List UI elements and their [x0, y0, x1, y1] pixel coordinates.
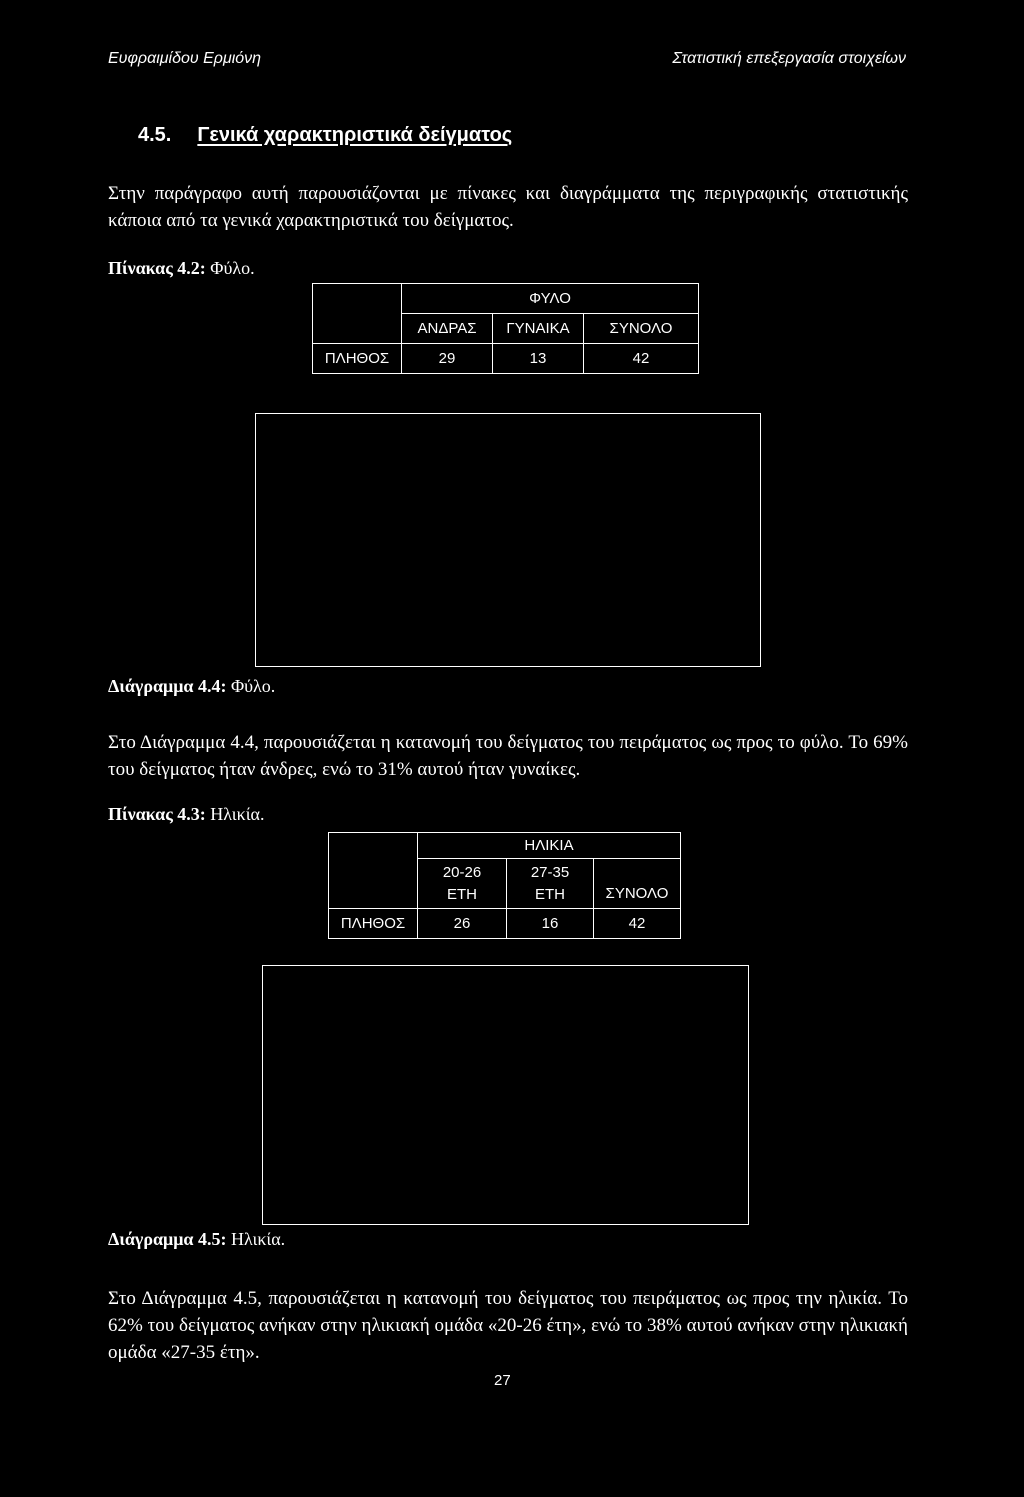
chart-age-frame [262, 965, 749, 1225]
header-author: Ευφραιμίδου Ερμιόνη [108, 50, 262, 67]
table1-col-header: ΣΥΝΟΛΟ [584, 314, 699, 344]
table2-col-header [418, 859, 507, 909]
table1-caption [108, 258, 255, 279]
table1-col-header: ΑΝΔΡΑΣ [402, 314, 493, 344]
table2-col-unit: ΕΤΗ [535, 885, 565, 903]
table2-caption-label: Πίνακας 4.3: [108, 804, 206, 824]
chart2-caption-text: Ηλικία. [230, 1229, 286, 1249]
table2-col-header [594, 859, 681, 909]
chart1-caption [108, 676, 275, 697]
table2-col-unit: ΕΤΗ [447, 885, 477, 903]
chart-gender-frame [255, 413, 761, 667]
table2-caption [108, 804, 264, 825]
table2-corner [329, 833, 418, 909]
intro-paragraph: Στην παράγραφο αυτή παρουσιάζονται με πίνακες και διαγράμματα της περιγραφικής στατιστικής κάποια από τα γενικά χαρακτηριστικά του δείγματος. [108, 183, 908, 231]
chart2-caption-label: Διάγραμμα 4.5: [108, 1229, 227, 1249]
gender-paragraph: Στο Διάγραμμα 4.4, παρουσιάζεται η κατανομή του δείγματος του πειράματος ως προς το φύλο. Το 69% του δείγματος ήταν άνδρες, ενώ το 31% αυτού ήταν γυναίκες. [108, 732, 908, 780]
chart1-caption-label: Διάγραμμα 4.4: [108, 676, 227, 696]
table1-cell: 29 [402, 344, 493, 374]
table-age [328, 832, 681, 939]
section-title-text: Γενικά χαρακτηριστικά δείγματος [197, 124, 513, 146]
table1-row-label: ΠΛΗΘΟΣ [313, 344, 402, 374]
table1-caption-label: Πίνακας 4.2: [108, 258, 206, 278]
table-gender [312, 283, 699, 374]
table1-group-header: ΦΥΛΟ [402, 284, 699, 314]
table2-caption-text: Ηλικία. [210, 804, 265, 824]
table1-cell: 42 [584, 344, 699, 374]
table2-col-range: 27-35 [530, 863, 570, 881]
table1-caption-text: Φύλο. [210, 258, 255, 278]
table2-col-unit: ΣΥΝΟΛΟ [605, 885, 669, 902]
table1-col-header: ΓΥΝΑΙΚΑ [493, 314, 584, 344]
table2-group-header: ΗΛΙΚΙΑ [418, 833, 681, 859]
page-number: 27 [494, 1372, 511, 1389]
table2-row-label: ΠΛΗΘΟΣ [329, 909, 418, 939]
age-paragraph: Στο Διάγραμμα 4.5, παρουσιάζεται η κατανομή του δείγματος του πειράματος ως προς την ηλικία. Το 62% του δείγματος ανήκαν στην ηλικιακή ομάδα «20-26 έτη», ενώ το 38% αυτού ανήκαν στην ηλικιακή ομάδα «27-35 έτη». [108, 1288, 908, 1363]
table1-corner [313, 284, 402, 344]
table1-cell: 13 [493, 344, 584, 374]
section-title [138, 124, 512, 147]
table2-cell: 42 [594, 909, 681, 939]
table2-col-range: 20-26 [442, 863, 482, 881]
section-number: 4.5. [138, 124, 172, 146]
header-chapter: Στατιστική επεξεργασία στοιχείων [672, 50, 906, 67]
chart1-caption-text: Φύλο. [230, 676, 276, 696]
table2-cell: 26 [418, 909, 507, 939]
table2-col-header [507, 859, 594, 909]
chart2-caption [108, 1229, 285, 1250]
table2-cell: 16 [507, 909, 594, 939]
